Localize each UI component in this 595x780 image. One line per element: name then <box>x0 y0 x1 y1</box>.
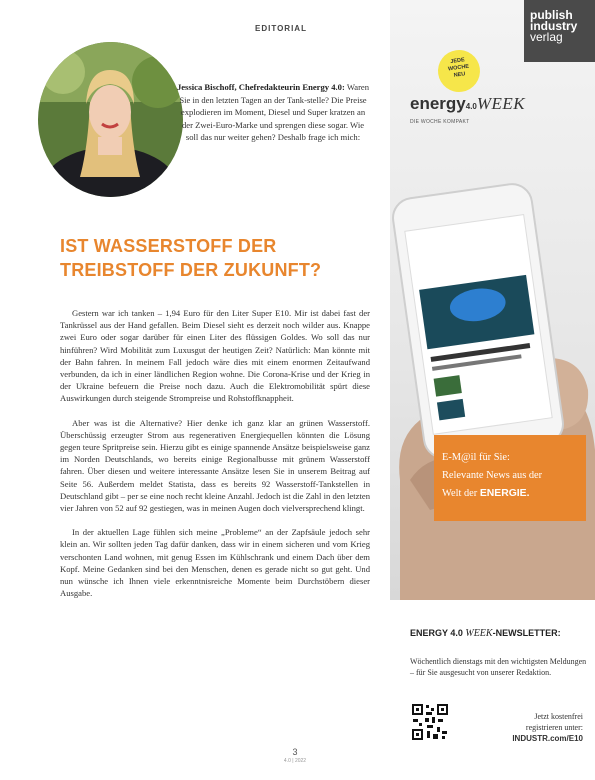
intro-paragraph: Waren Sie in den letzten Tagen an der Tank-stelle? Die Preise explodieren im Moment, Diesel und Super kratzen an der Zwei-Euro-Marke und sprengen diese sogar. Wie soll das nur weiter gehen? Deshalb frage ich mich: <box>179 82 370 143</box>
callout-line-2: Relevante News aus der <box>442 470 543 481</box>
article-body <box>60 307 370 611</box>
intro-text <box>175 81 371 144</box>
callout-energie: ENERGIE. <box>479 488 530 499</box>
badge-line-3: NEU <box>453 71 466 79</box>
qr-code[interactable] <box>411 703 449 741</box>
energy-week-logo <box>410 94 525 114</box>
publisher-word-2: industry <box>530 19 578 33</box>
newsletter-description: Wöchentlich dienstags mit den wichtigsten Meldungen – für Sie ausgesucht von unserer Redaktion. <box>410 657 587 677</box>
section-label-text: EDITORIAL <box>255 24 307 33</box>
page-number: 3 <box>292 747 298 757</box>
newsletter-title-week: WEEK <box>465 628 493 639</box>
ad-visual <box>390 0 595 600</box>
body-paragraph-3: In der aktuellen Lage fühlen sich meine „Probleme“ an der Zapfsäule jedoch sehr klein an. Wir sollten jeden Tag dafür danken, dass wir in einem sicheren und vom Krieg verschonten Land wohnen, mit genug Essen im Kühlschrank und einem Dach über dem Kopf. Meine Gedanken sind bei den Menschen, denen es gerade nicht so gut geht. Und nun wünsche ich Ihnen viele erkenntnisreiche Momente beim Durchstöbern dieser Ausgabe. <box>60 527 370 599</box>
newsletter-ad <box>390 0 595 780</box>
hand-phone-illustration <box>390 150 595 600</box>
article-headline <box>60 234 380 282</box>
publisher-logo <box>524 0 595 62</box>
badge-line-1: JEDE <box>450 57 466 66</box>
logo-sub: 4.0 <box>465 102 477 111</box>
newsletter-title-pre: ENERGY 4.0 <box>410 628 466 638</box>
newsletter-title-post: -NEWSLETTER: <box>492 628 561 638</box>
body-paragraph-2: Aber was ist die Alternative? Hier denke ich ganz klar an grünen Wasserstoff. Überschüssig erzeugter Strom aus regenerativen Energiequellen könnten die Lösung gegen teure Spritpreise sein. Hierzu gibt es einige spannende Ansätze beispielsweise ganz im Norden Deutschlands, wo bereits einige Regionalbusse mit grünem Wasserstoff fahren. Über diesen und weitere interessante Ansätze lesen Sie in unserem Beitrag auf Seite 56. Außerdem meldet Statista, dass es bereits 92 Wasserstoff-Tankstellen in Deutschland gibt – per se eine noch recht kleine Anzahl. Jedoch ist die Zahl in den letzten vier Jahren von 52 auf 92 gestiegen, was in meinen Augen doch vielversprechend klingt. <box>60 417 370 514</box>
qr-line-1: Jetzt kostenfrei <box>534 712 583 721</box>
author-byline: Jessica Bischoff, Chefredakteurin Energy 4.0: <box>176 82 345 92</box>
logo-tagline: DIE WOCHE KOMPAKT <box>410 119 470 125</box>
weekly-badge <box>435 47 482 94</box>
author-portrait <box>38 42 183 197</box>
registration-link[interactable]: INDUSTR.com/E10 <box>512 734 583 743</box>
logo-week: WEEK <box>476 94 526 113</box>
page-issue: 4.0 | 2022 <box>283 758 307 764</box>
orange-callout <box>434 435 586 521</box>
newsletter-title <box>410 628 590 639</box>
qr-caption <box>458 711 583 744</box>
body-paragraph-1: Gestern war ich tanken – 1,94 Euro für den Liter Super E10. Mir ist dabei fast der Tankrüssel aus der Hand gefallen. Beim Diesel sieht es derzeit noch wilder aus. Knappe zwei Euro oder sogar darüber für einen Liter des flüssigen Goldes. Wo soll das nur hinführen? Wird Mobilität zum Luxusgut der heutigen Zeit? Natürlich: Man könnte mit der Bahn fahren. In meinem Fall jedoch wäre dies mit einem enormen Zeitaufwand verbunden, da ich in einer ländlichen Region wohne. Die Corona-Krise und der Krieg in der Ukraine befeuern die Preise noch dazu. Auch die Elektromobilität spürt diese Auswirkungen durch steigende Strompreise und Rohstoffknappheit. <box>60 308 370 404</box>
headline-line-2: TREIBSTOFF DER ZUKUNFT? <box>60 260 322 280</box>
callout-line-3: Welt der <box>442 488 480 499</box>
callout-line-1: E-M@il für Sie: <box>442 452 510 463</box>
headline-line-1: IST WASSERSTOFF DER <box>60 236 277 256</box>
publisher-word-1: publish <box>530 8 573 22</box>
logo-energy: energy <box>410 94 466 113</box>
publisher-word-3: verlag <box>530 30 563 44</box>
qr-line-2: registrieren unter: <box>525 723 583 732</box>
badge-line-2: WOCHE <box>447 63 470 73</box>
